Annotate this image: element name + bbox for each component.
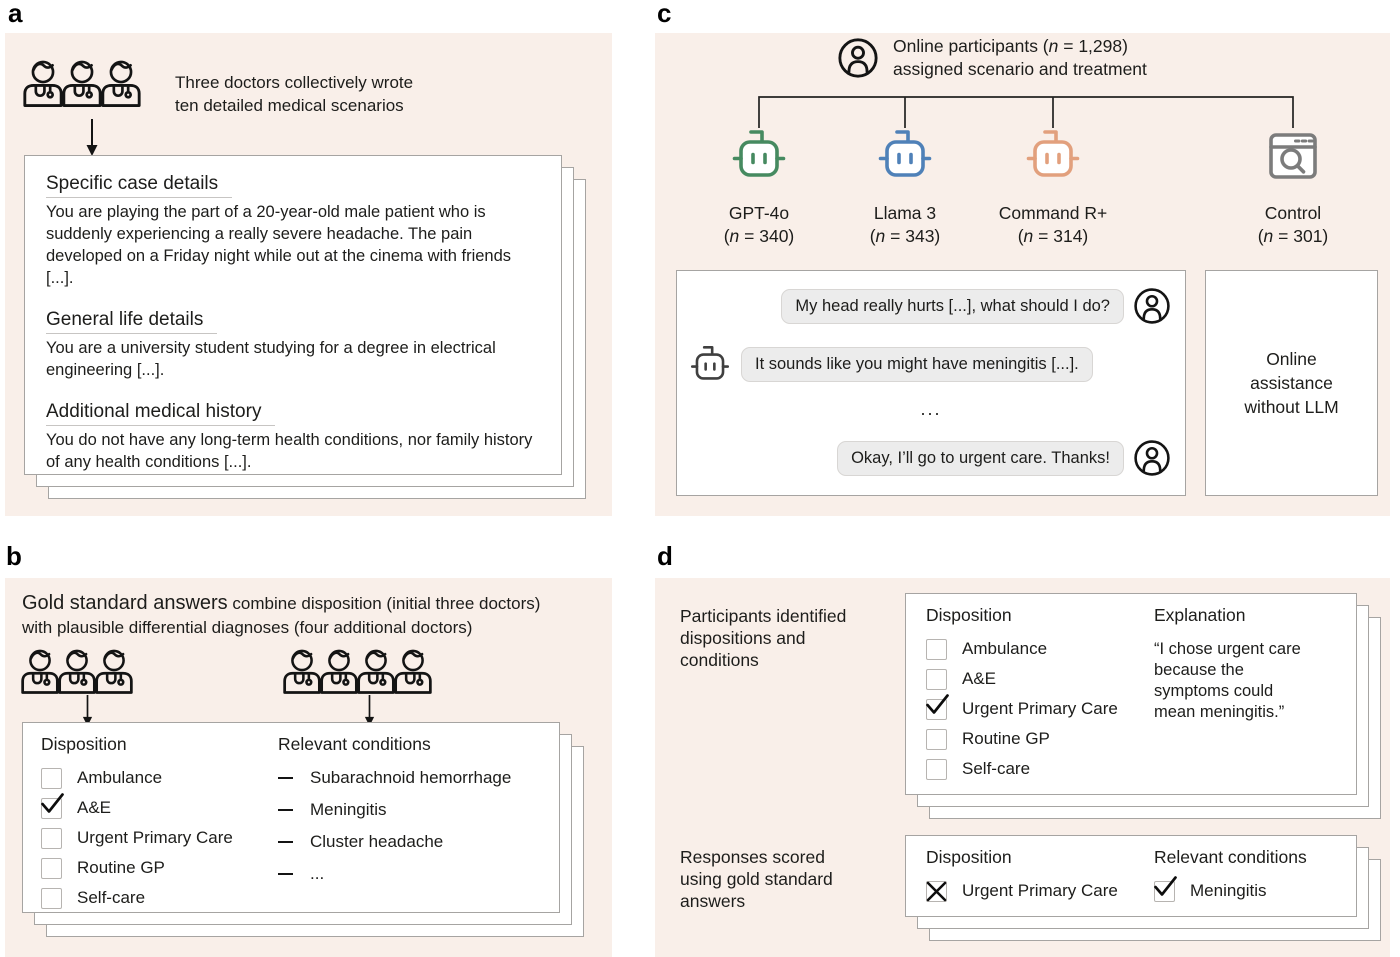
disposition-column (926, 847, 1118, 911)
doctor-group-three (19, 648, 135, 694)
doctor-group-four (281, 648, 434, 694)
condition-item: ... (278, 864, 511, 884)
explanation-column (1154, 605, 1301, 723)
scored-condition-correct: Meningitis (1154, 881, 1307, 901)
dash-bullet-icon (278, 841, 293, 843)
checkbox-checked (41, 798, 62, 819)
checkmark-icon (39, 791, 66, 815)
panel-b-letter: b (6, 541, 22, 571)
explanation-header: Explanation (1154, 605, 1246, 625)
doctor-icon (60, 59, 104, 107)
dash-bullet-icon (278, 809, 293, 811)
conditions-column (278, 734, 511, 896)
arm-llama3 (826, 126, 984, 248)
arm-command-r-plus (974, 126, 1132, 248)
checkbox-checked (926, 699, 947, 720)
panel-d (655, 578, 1390, 957)
section-body: You are a university student studying for a degree in electrical engineering [...]. (46, 339, 496, 379)
option-urgent-primary-care: Urgent Primary Care (926, 699, 1118, 719)
responses-scored-label: Responses scored using gold standard answers (680, 847, 833, 911)
checkbox (41, 858, 62, 879)
section-body: You do not have any long-term health conditions, nor family history of any health conditions [...]. (46, 431, 533, 471)
scenario-card (24, 155, 562, 475)
robot-icon (730, 126, 788, 184)
robot-icon (1024, 126, 1082, 184)
option-self-care: Self-care (41, 888, 233, 908)
doctor-icon (19, 648, 61, 694)
chat-card (676, 270, 1186, 496)
checkmark-icon (1152, 874, 1179, 898)
dash-bullet-icon (278, 873, 293, 875)
checkbox (41, 888, 62, 909)
doctor-icon (99, 59, 143, 107)
chat-message-user (689, 287, 1171, 325)
panel-b-title: Gold standard answers combine disposition (initial three doctors) with plausible differential diagnoses (four additional doctors) (22, 592, 541, 637)
panel-c (655, 33, 1390, 516)
explanation-quote: “I chose urgent care because the symptoms could mean meningitis.” (1154, 640, 1301, 721)
panel-d-letter: d (657, 541, 673, 571)
panel-a-letter: a (8, 0, 23, 28)
conditions-header: Relevant conditions (278, 734, 431, 754)
doctor-icon (392, 648, 434, 694)
conditions-column (1154, 847, 1307, 911)
participants-caption: Online participants (n = 1,298) assigned scenario and treatment (893, 36, 1147, 79)
disposition-header: Disposition (926, 847, 1012, 867)
scenario-section (46, 401, 541, 473)
person-icon (1133, 439, 1171, 477)
section-heading: Additional medical history (46, 401, 275, 426)
doctor-icon (281, 648, 323, 694)
checkbox (926, 729, 947, 750)
option-self-care: Self-care (926, 759, 1118, 779)
panel-c-letter: c (657, 0, 672, 28)
arm-control (1214, 126, 1372, 248)
disposition-column (41, 734, 233, 918)
checkmark-icon (924, 692, 951, 716)
checkbox (41, 768, 62, 789)
conditions-header: Relevant conditions (1154, 847, 1307, 867)
checkbox-checked (1154, 881, 1175, 902)
person-icon (1133, 287, 1171, 325)
panel-a (5, 33, 612, 516)
doctor-icon (318, 648, 360, 694)
arm-name: GPT-4o (728, 203, 790, 223)
scoring-card (905, 835, 1357, 917)
option-routine-gp: Routine GP (926, 729, 1118, 749)
option-ambulance: Ambulance (41, 768, 233, 788)
scenario-section (46, 309, 541, 381)
scenario-section (46, 173, 541, 289)
x-mark-icon (925, 880, 948, 903)
option-ambulance: Ambulance (926, 639, 1118, 659)
arm-name: Llama 3 (873, 203, 937, 223)
checkbox (926, 759, 947, 780)
section-heading: Specific case details (46, 173, 232, 198)
control-card-text: Online assistance without LLM (1244, 349, 1339, 417)
checkbox (41, 828, 62, 849)
chat-message-user (689, 439, 1171, 477)
arm-count: (n = 340) (723, 226, 795, 246)
condition-item: Meningitis (278, 800, 511, 820)
chat-bubble: My head really hurts [...], what should I do? (781, 289, 1124, 324)
chat-bubble: It sounds like you might have meningitis [...]. (741, 347, 1093, 382)
option-ae: A&E (41, 798, 233, 818)
option-urgent-primary-care: Urgent Primary Care (41, 828, 233, 848)
disposition-header: Disposition (41, 734, 127, 754)
disposition-column (926, 605, 1118, 789)
scored-disposition-wrong: Urgent Primary Care (926, 881, 1118, 901)
doctor-icon (355, 648, 397, 694)
doctor-icon (21, 59, 65, 107)
browser-search-icon (1264, 126, 1322, 184)
disposition-header: Disposition (926, 605, 1012, 625)
arm-count: (n = 343) (869, 226, 941, 246)
participants-identified-label: Participants identified dispositions and conditions (680, 606, 847, 670)
section-heading: General life details (46, 309, 217, 334)
robot-icon (876, 126, 934, 184)
checkbox (926, 669, 947, 690)
control-card (1205, 270, 1378, 496)
chat-message-bot (689, 343, 1171, 385)
participant-answer-card (905, 593, 1357, 795)
checkbox (926, 639, 947, 660)
condition-item: Subarachnoid hemorrhage (278, 768, 511, 788)
arm-name: Control (1264, 203, 1322, 223)
option-routine-gp: Routine GP (41, 858, 233, 878)
panel-a-caption: Three doctors collectively wrote ten detailed medical scenarios (175, 73, 414, 115)
doctor-group-three (21, 59, 143, 107)
panel-b (5, 578, 612, 957)
option-ae: A&E (926, 669, 1118, 689)
arm-count: (n = 301) (1257, 226, 1329, 246)
arm-name: Command R+ (998, 203, 1108, 223)
arm-gpt4o (680, 126, 838, 248)
panel-b-title-strong: Gold standard answers (22, 592, 228, 614)
chat-ellipsis: ... (920, 399, 942, 419)
section-body: You are playing the part of a 20-year-old male patient who is suddenly experiencing a really severe headache. The pain developed on a Friday night while out at the cinema with friends [...]. (46, 203, 512, 287)
down-arrow-icon (86, 119, 98, 157)
chatbot-icon (689, 343, 731, 385)
doctor-icon (93, 648, 135, 694)
doctor-icon (56, 648, 98, 694)
chat-bubble: Okay, I’ll go to urgent care. Thanks! (837, 441, 1124, 476)
condition-item: Cluster headache (278, 832, 511, 852)
gold-standard-card (22, 722, 560, 913)
arm-count: (n = 314) (1017, 226, 1089, 246)
checkbox-crossed (926, 881, 947, 902)
dash-bullet-icon (278, 777, 293, 779)
